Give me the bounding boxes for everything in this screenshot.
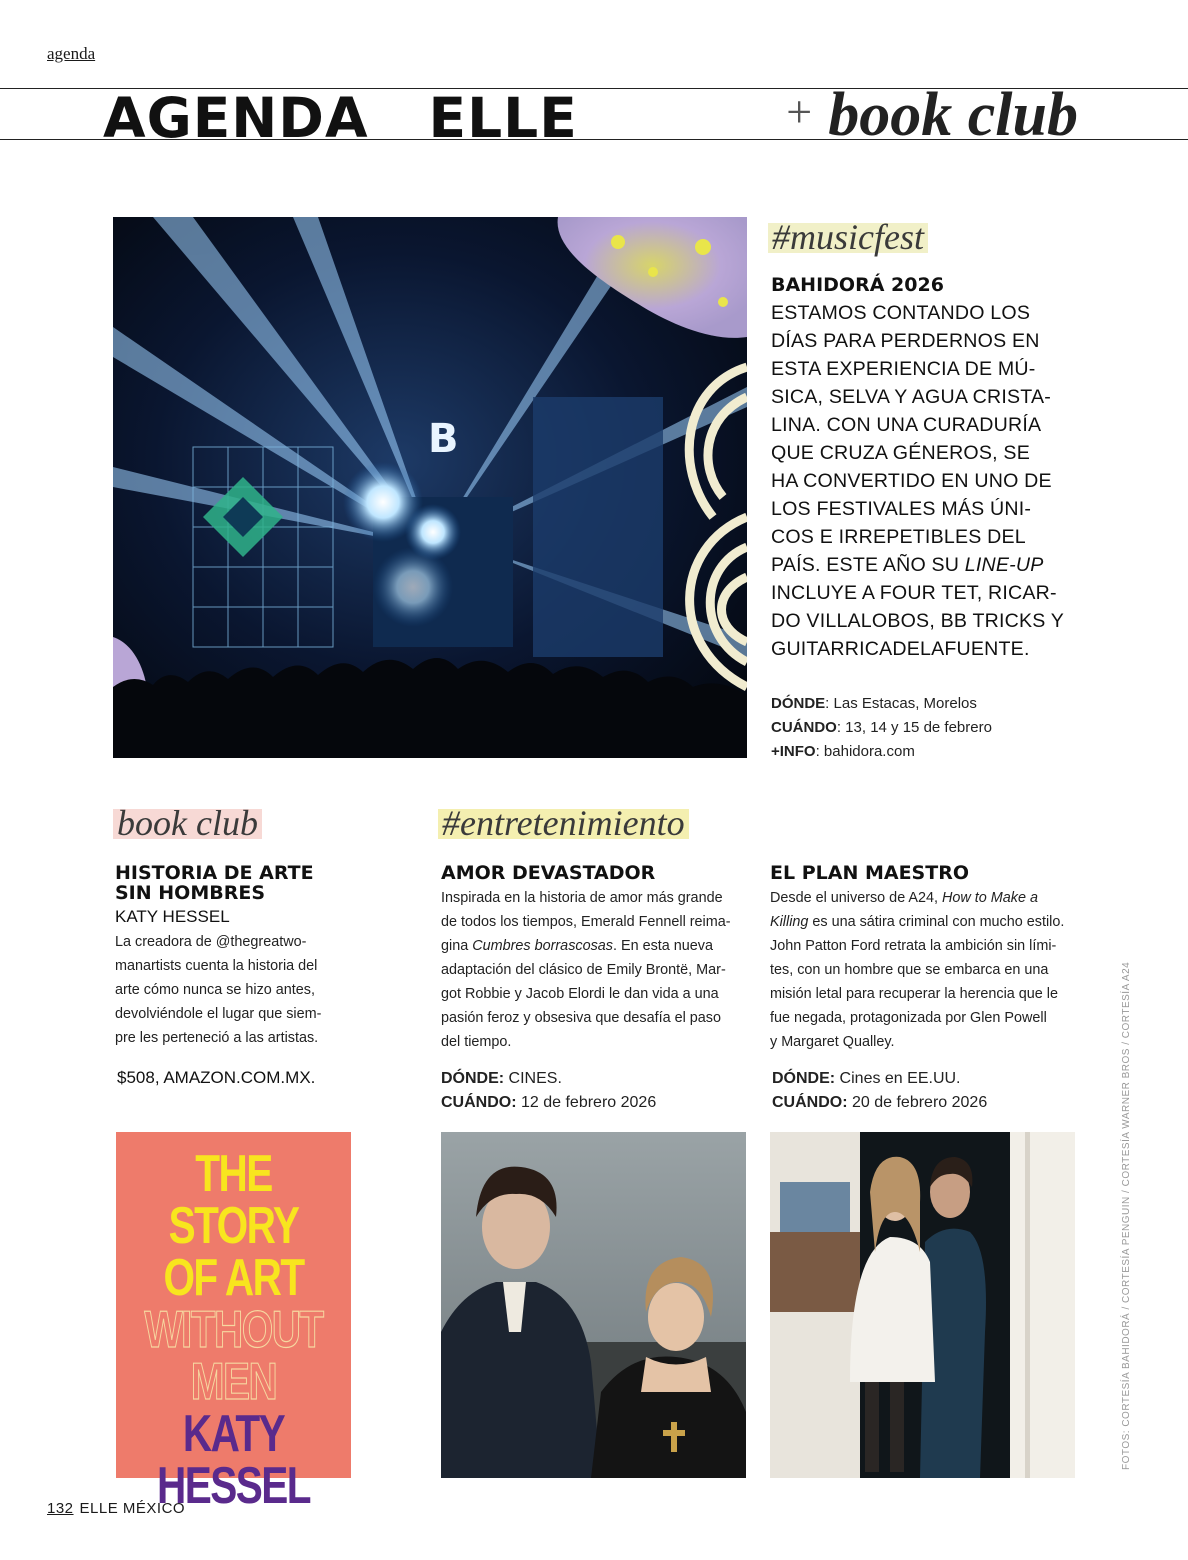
musicfest-tag: #musicfest — [768, 216, 928, 258]
folio — [47, 1500, 185, 1517]
page-number: 132 — [47, 1500, 74, 1517]
musicfest-title: BAHIDORÁ 2026 — [771, 274, 944, 296]
masthead-book-club: + book club — [783, 81, 1078, 149]
cover-title-line2: OF ART — [163, 1249, 304, 1307]
musicfest-body: ESTAMOS CONTANDO LOS DÍAS PARA PERDERNOS EN ESTA EXPERIENCIA DE MÚ- SICA, SELVA Y AGUA CRISTA- LINA. CON UNA CURADURÍA QUE CRUZA GÉNEROS, SE HA CONVERTIDO EN UNO DE LOS FESTIVALES MÁS ÚNI- COS E IRREPETIBLES DEL PAÍS. ESTE AÑO SU LINE-UP INCLUYE A FOUR TET, RICAR- DO VILLALOBOS, BB TRICKS Y GUITARRICADELAFUENTE. — [771, 302, 1065, 660]
plan-film-still — [770, 1132, 1075, 1478]
bookclub-body: La creadora de @thegreatwo- manartists cuenta la historia del arte cómo nunca se hizo antes, devolviéndole el lugar que siem- pre les perteneció a las artistas. — [115, 934, 322, 1046]
masthead-title — [103, 86, 578, 150]
amor-title: AMOR DEVASTADOR — [441, 862, 656, 884]
plan-title: EL PLAN MAESTRO — [770, 862, 969, 884]
amor-film-still — [441, 1132, 746, 1478]
plan-details: DÓNDE: Cines en EE.UU. CUÁNDO: 20 de febrero 2026 — [772, 1070, 988, 1111]
plus-sign: + — [783, 86, 815, 137]
plan-body: Desde el universo de A24, How to Make a Killing es una sátira criminal con mucho estilo. John Patton Ford retrata la ambición sin lími- tes, con un hombre que se embarca en una misión letal para recuperar la herencia que le fue negada, protagonizada por Glen Powell y Margaret Qualley. — [770, 890, 1065, 1050]
masthead-word-elle: ELLE — [428, 86, 578, 150]
bookclub-tag: book club — [113, 802, 262, 844]
amor-body: Inspirada en la historia de amor más grande de todos los tiempos, Emerald Fennell reima- gina Cumbres borrascosas. En esta nueva adaptación del clásico de Emily Brontë, Mar- got Robbie y Jacob Elordi le dan vida a una pasión feroz y obsesiva que desafía el paso del tiempo. — [441, 890, 731, 1050]
amor-details: DÓNDE: CINES. CUÁNDO: 12 de febrero 2026 — [441, 1070, 657, 1111]
line-up-italic: LINE-UP — [964, 554, 1044, 576]
svg-text:B: B — [428, 416, 459, 462]
cover-title-line1: THE STORY — [168, 1145, 299, 1255]
bookclub-author: KATY HESSEL — [115, 907, 230, 926]
bookclub-title: HISTORIA DE ARTE SIN HOMBRES — [115, 862, 314, 904]
cover-title-line4: MEN — [190, 1353, 277, 1411]
cover-title-line3: WITHOUT — [144, 1301, 323, 1359]
bookclub-price: $508, AMAZON.COM.MX. — [117, 1068, 316, 1087]
magazine-name: ELLE MÉXICO — [79, 1500, 186, 1517]
section-label: agenda — [47, 44, 96, 63]
masthead-word-agenda: AGENDA — [103, 86, 369, 150]
concert-photo — [113, 217, 747, 758]
photo-credit: FOTOS: CORTESÍA BAHIDORÁ / CORTESÍA PENGUIN / CORTESÍA WARNER BROS / CORTESÍA A24 — [1121, 961, 1132, 1470]
cover-author-line1: KATY — [182, 1405, 285, 1463]
cover-author-line2: HESSEL — [157, 1457, 310, 1515]
entretenimiento-tag: #entretenimiento — [438, 802, 689, 844]
musicfest-details: DÓNDE: Las Estacas, Morelos CUÁNDO: 13, 14 y 15 de febrero +INFO: bahidora.com — [771, 695, 992, 760]
